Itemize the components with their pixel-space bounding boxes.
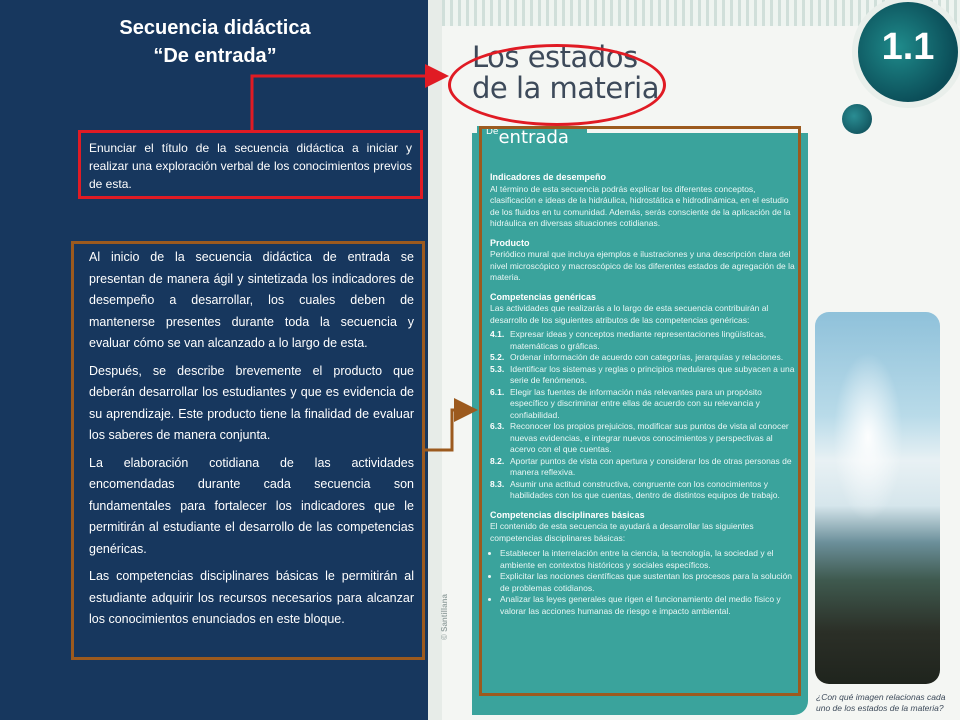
entrada-highlight-box bbox=[479, 126, 801, 696]
competencia-text: Identificar los sistemas y reglas o principios medulares que subyacen a una serie de fenómenos. bbox=[510, 363, 795, 385]
producto-text: Periódico mural que incluya ejemplos e ilustraciones y una descripción clara del nivel microscópico y macroscópico de los diferentes estados de agregación de la materia. bbox=[490, 249, 795, 282]
slide-title-line2: “De entrada” bbox=[153, 45, 277, 67]
competencia-number: 6.3. bbox=[490, 421, 505, 431]
competencia-number: 8.2. bbox=[490, 455, 505, 466]
competencia-text: Asumir una actitud constructiva, congruente con los conocimientos y habilidades con los que cuentas, dentro de distintos equipos de trabajo. bbox=[510, 478, 780, 500]
genericas-intro: Las actividades que realizarás a lo largo de esta secuencia contribuirán al desarrollo de los siguientes atributos de las competencias genéricas: bbox=[490, 303, 769, 325]
disciplinar-item: • Analizar las leyes generales que rigen el funcionamiento del medio físico y valorar las acciones humanas de riesgo e impacto ambiental. bbox=[500, 594, 795, 617]
competencia-number: 4.1. bbox=[490, 329, 505, 339]
title-highlight-ellipse bbox=[448, 40, 666, 126]
description-paragraph: Al inicio de la secuencia didáctica de entrada se presentan de manera ágil y sintetizada los indicadores de desempeño a desarrollar, los cuales deben de mantenerse presentes durante toda la secuencia y evaluar cómo se van alcanzado a lo largo de esta. bbox=[89, 250, 414, 350]
entrada-word: entrada bbox=[498, 127, 569, 148]
indicadores-heading: Indicadores de desempeño bbox=[490, 172, 607, 182]
competencia-text: Ordenar información de acuerdo con categorías, jerarquías y relaciones. bbox=[510, 352, 784, 362]
competencia-text: Reconocer los propios prejuicios, modificar sus puntos de vista al conocer nuevas evidencias, e integrar nuevos conocimientos y perspectivas al acervo con el que cuentas. bbox=[510, 421, 789, 454]
copyright-label: © Santillana bbox=[440, 594, 449, 640]
section-number: 1.1 bbox=[881, 26, 935, 68]
description-paragraph: Las competencias disciplinares básicas le permitirán al estudiante adquirir los recursos necesarios para alcanzar los conocimientos enunciados en este bloque. bbox=[89, 569, 414, 626]
slide-title bbox=[40, 14, 390, 70]
description-paragraph: Después, se describe brevemente el producto que deberán desarrollar los estudiantes y que es evidencia de su aprendizaje. Este producto tiene la finalidad de evaluar los saberes de manera conjunta. bbox=[89, 363, 414, 442]
producto-heading: Producto bbox=[490, 237, 530, 248]
water-spray bbox=[833, 352, 903, 522]
photo-caption: ¿Con qué imagen relacionas cada uno de los estados de la materia? bbox=[816, 692, 946, 713]
genericas-heading: Competencias genéricas bbox=[490, 291, 597, 302]
competencia-number: 6.1. bbox=[490, 386, 505, 397]
competencia-number: 5.3. bbox=[490, 363, 505, 374]
disciplinares-intro: El contenido de esta secuencia te ayudará a desarrollar las siguientes competencias disciplinares básicas: bbox=[490, 521, 754, 543]
book-title-line1: Los estados bbox=[472, 40, 638, 74]
slide-title-line1: Secuencia didáctica bbox=[119, 17, 311, 39]
geyser-photo bbox=[815, 312, 940, 684]
competencia-text: Elegir las fuentes de información más relevantes para un propósito específico y discriminar entre ellas de acuerdo con su relevancia y confiabilidad. bbox=[510, 386, 762, 420]
decorative-circle bbox=[842, 104, 872, 134]
description-paragraph: La elaboración cotidiana de las actividades encomendadas durante cada secuencia son fundamentales para fortalecer los indicadores que le permitirán al estudiante el desarrollo de las competencias genéricas. bbox=[89, 455, 414, 556]
book-title-line2: de la materia bbox=[472, 71, 659, 105]
competencia-number: 5.2. bbox=[490, 352, 505, 362]
competencia-text: Expresar ideas y conceptos mediante representaciones lingüísticas, matemáticas o gráficas. bbox=[510, 329, 767, 351]
disciplinar-item: • Establecer la interrelación entre la ciencia, la tecnología, la sociedad y el ambiente en contextos históricos y sociales específicos. bbox=[500, 548, 795, 571]
competencia-text: Aportar puntos de vista con apertura y considerar los de otras personas de manera reflexiva. bbox=[510, 455, 792, 477]
description-box bbox=[71, 241, 425, 660]
competencia-number: 8.3. bbox=[490, 478, 505, 489]
entrada-prefix: De bbox=[486, 127, 499, 137]
intro-text: Enunciar el título de la secuencia didáctica a iniciar y realizar una exploración verbal de los conocimientos previos de esta. bbox=[89, 141, 412, 191]
disciplinares-heading: Competencias disciplinares básicas bbox=[490, 509, 645, 520]
intro-box bbox=[78, 130, 423, 199]
disciplinar-item: • Explicitar las nociones científicas que sustentan los procesos para la solución de problemas cotidianos. bbox=[500, 571, 795, 594]
indicadores-text: Al término de esta secuencia podrás explicar los diferentes conceptos, clasificación e ideas de la hidráulica, hidrostática e hidrodinámica, en el estudio de los fluidos en tu comunidad. Además, serás consciente de la aplicación de la hidráulica en diversas situaciones cotidianas. bbox=[490, 183, 791, 228]
